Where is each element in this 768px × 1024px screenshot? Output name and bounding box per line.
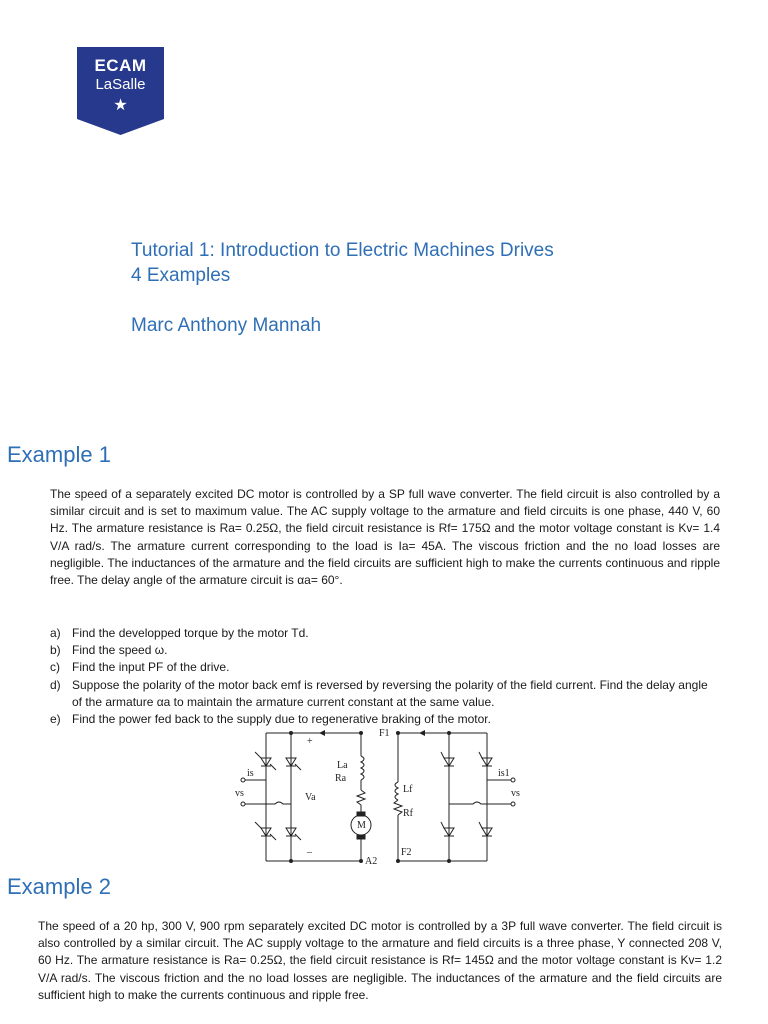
logo-line-2: LaSalle xyxy=(95,76,146,93)
document-subtitle: 4 Examples xyxy=(131,265,231,286)
circuit-label-minus: – xyxy=(307,847,312,858)
example-1-heading: Example 1 xyxy=(7,442,111,467)
circuit-label-is1: is1 xyxy=(498,768,510,779)
ecam-lasalle-logo xyxy=(77,47,164,135)
circuit-label-lf: Lf xyxy=(403,784,413,795)
question-item: c) Find the input PF of the drive. xyxy=(50,660,230,675)
circuit-label-vs-right: vs xyxy=(511,788,520,799)
document-title: Tutorial 1: Introduction to Electric Machines Drives xyxy=(131,240,554,261)
example-1-paragraph: The speed of a separately excited DC motor is controlled by a SP full wave converter. The field circuit is also controlled by a similar circuit and is set to maximum value. The AC supply voltage to the armature and field circuits is one phase, 440 V, 60 Hz. The armature resistance is Ra= 0.25Ω, the field circuit resistance is Rf= 175Ω and the motor voltage constant is Kv= 1.4 V/A rad/s. The armature current corresponding to the load is Ia= 45A. The viscous friction and the no load losses are negligible. The inductances of the armature and the field circuits are sufficient high to make the currents continuous and ripple free. The delay angle of the armature circuit is αa= 60°. xyxy=(50,487,720,588)
circuit-label-la: La xyxy=(337,760,348,771)
circuit-label-motor: M xyxy=(357,820,366,831)
circuit-label-plus: + xyxy=(307,736,313,747)
example-2-paragraph: The speed of a 20 hp, 300 V, 900 rpm separately excited DC motor is controlled by a 3P full wave converter. The field circuit is also controlled by a similar circuit. The AC supply voltage to the armature and field circuits is a three phase, Y connected 208 V, 60 Hz. The armature resistance is Ra= 0.25Ω, the field circuit resistance is Rf= 145Ω and the motor voltage constant is Kv= 1.2 V/A rad/s. The viscous friction and the no load losses are negligible. The inductances of the armature and the field circuits are sufficient high to make the currents continuous and ripple free. xyxy=(38,919,722,1002)
logo-line-1: ECAM xyxy=(94,56,147,75)
star-icon: ★ xyxy=(113,97,128,114)
circuit-label-rf: Rf xyxy=(403,808,413,819)
circuit-label-ra: Ra xyxy=(335,773,347,784)
circuit-label-va: Va xyxy=(305,792,316,803)
circuit-label-a2: A2 xyxy=(365,856,378,866)
circuit-label-is: is xyxy=(247,768,254,779)
question-item: a) Find the developped torque by the motor Td. xyxy=(50,626,309,640)
author-name: Marc Anthony Mannah xyxy=(131,315,322,336)
converter-circuit-diagram xyxy=(233,724,523,866)
circuit-label-f2: F2 xyxy=(401,847,412,858)
example-2-heading: Example 2 xyxy=(7,874,111,899)
example-1-questions xyxy=(50,625,720,728)
circuit-label-f1: F1 xyxy=(379,728,390,739)
circuit-label-vs-left: vs xyxy=(235,788,244,799)
question-item: d) Suppose the polarity of the motor back emf is reversed by reversing the polarity of the field current. Find the delay angle of the armature αa to maintain the armature current constant at the same value. xyxy=(50,677,708,709)
question-item: e) Find the power fed back to the supply due to regenerative braking of the motor. xyxy=(50,712,491,727)
question-item: b) Find the speed ω. xyxy=(50,643,168,658)
